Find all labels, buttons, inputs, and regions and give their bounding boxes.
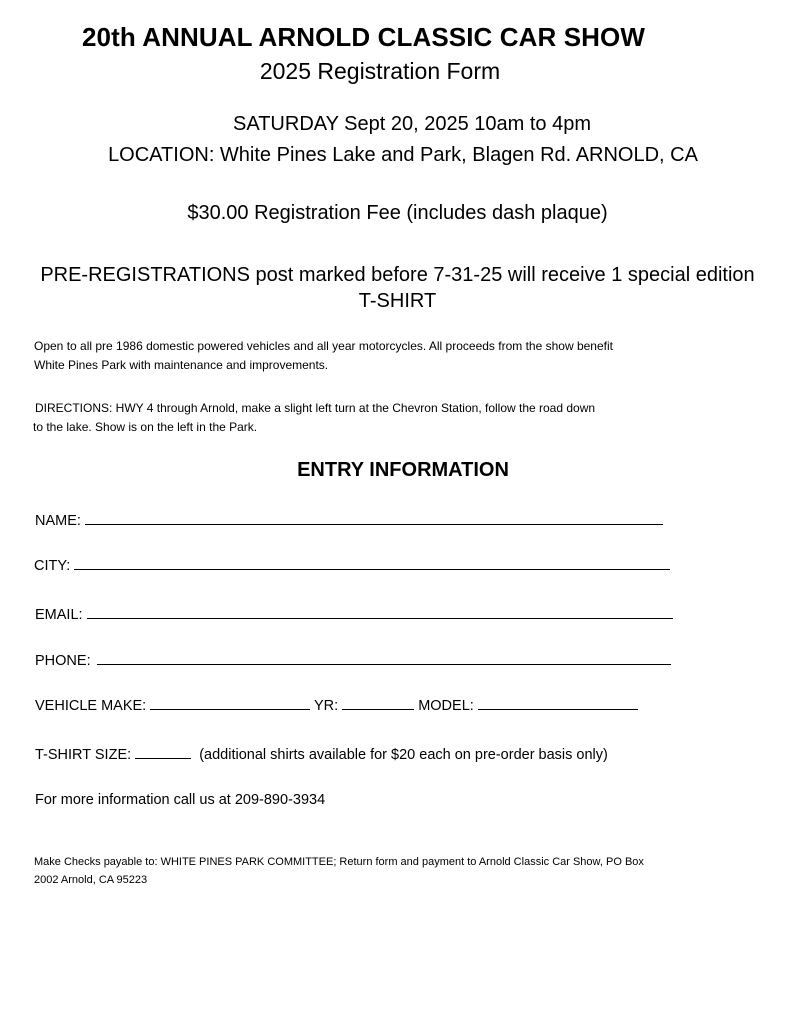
payment-line-2: 2002 Arnold, CA 95223 (34, 874, 148, 886)
payment-instructions (34, 853, 774, 889)
email-blank[interactable] (87, 603, 673, 619)
year-label: YR: (313, 698, 339, 714)
eligibility-paragraph (34, 337, 774, 375)
preregistration-notice: PRE-REGISTRATIONS post marked before 7-31-25 will receive 1 special edition T-SHIRT (40, 264, 755, 312)
phone-blank[interactable] (97, 649, 671, 665)
vehicle-make-blank[interactable] (150, 694, 310, 710)
tshirt-label: T-SHIRT SIZE: (35, 747, 132, 763)
tshirt-note: (additional shirts available for $20 each on pre-order basis only) (199, 747, 608, 763)
city-label: CITY: (34, 558, 71, 574)
directions-line-1: DIRECTIONS: HWY 4 through Arnold, make a slight left turn at the Chevron Station, follow the road down (35, 401, 596, 415)
city-field (34, 554, 670, 578)
phone-field (35, 649, 671, 673)
phone-label: PHONE: (35, 653, 91, 669)
model-blank[interactable] (478, 694, 638, 710)
tshirt-size-blank[interactable] (135, 743, 191, 759)
event-date: SATURDAY Sept 20, 2025 10am to 4pm (233, 113, 591, 135)
contact-info: For more information call us at 209-890-3934 (35, 792, 326, 808)
year-blank[interactable] (342, 694, 414, 710)
name-blank[interactable] (85, 509, 663, 525)
entry-information-heading: ENTRY INFORMATION (297, 459, 509, 481)
email-label: EMAIL: (35, 607, 83, 623)
name-label: NAME: (35, 513, 81, 529)
model-label: MODEL: (418, 698, 474, 714)
payment-line-1: Make Checks payable to: WHITE PINES PARK COMMITTEE; Return form and payment to Arnold Classic Car Show, PO Box (34, 856, 644, 868)
directions-line-2: to the lake. Show is on the left in the Park. (33, 420, 258, 434)
document-title: 20th ANNUAL ARNOLD CLASSIC CAR SHOW (82, 22, 645, 52)
tshirt-field (35, 743, 608, 767)
name-field (35, 509, 663, 533)
document-subtitle: 2025 Registration Form (259, 58, 501, 84)
city-blank[interactable] (74, 554, 670, 570)
directions-paragraph (33, 399, 733, 437)
registration-fee: $30.00 Registration Fee (includes dash plaque) (187, 202, 608, 224)
eligibility-line-2: White Pines Park with maintenance and improvements. (34, 358, 329, 372)
event-location: LOCATION: White Pines Lake and Park, Blagen Rd. ARNOLD, CA (108, 144, 698, 166)
email-field (35, 603, 673, 627)
vehicle-make-label: VEHICLE MAKE: (35, 698, 147, 714)
eligibility-line-1: Open to all pre 1986 domestic powered vehicles and all year motorcycles. All proceeds from the show benefit (34, 339, 613, 353)
vehicle-field-row (35, 694, 638, 718)
